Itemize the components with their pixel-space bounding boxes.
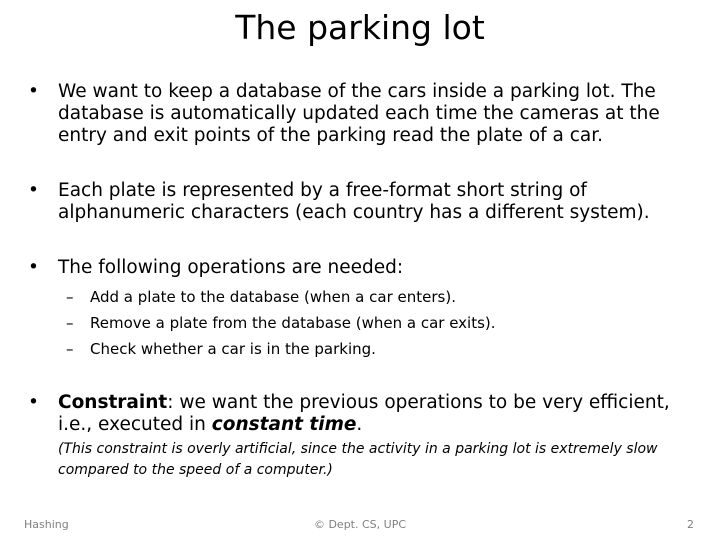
subitem-text: Check whether a car is in the parking. xyxy=(90,340,376,358)
subitem-add-plate xyxy=(66,288,456,306)
footer-copyright: © Dept. CS, UPC xyxy=(313,518,407,531)
subitem-marker: – xyxy=(66,288,74,306)
subitem-text: Remove a plate from the database (when a car exits). xyxy=(90,314,496,332)
page-number: 2 xyxy=(687,518,694,531)
constraint-label: Constraint xyxy=(58,392,168,413)
constraint-period: . xyxy=(356,414,363,435)
bullet-operations xyxy=(28,257,700,279)
bullet-marker: • xyxy=(28,81,39,102)
subitem-text: Add a plate to the database (when a car enters). xyxy=(90,288,456,306)
constraint-text: : we want the previous operations to be very efficient, i.e., executed in xyxy=(58,392,670,435)
bullet-constraint xyxy=(28,392,700,436)
subitem-marker: – xyxy=(66,340,74,358)
subitem-check-car xyxy=(66,340,376,358)
bullet-plate-format xyxy=(28,180,700,224)
bullet-database xyxy=(28,81,700,147)
constant-time-emphasis: constant time xyxy=(211,414,357,435)
bullet-text: We want to keep a database of the cars inside a parking lot. The database is automatically updated each time the cameras at the entry and exit points of the parking read the plate of a car. xyxy=(58,81,660,146)
bullet-marker: • xyxy=(28,257,39,278)
subitem-marker: – xyxy=(66,314,74,332)
footer-topic: Hashing xyxy=(24,518,69,531)
slide-title: The parking lot xyxy=(235,8,485,47)
bullet-text: The following operations are needed: xyxy=(58,257,404,278)
bullet-text xyxy=(58,392,700,436)
bullet-marker: • xyxy=(28,392,39,413)
constraint-note: (This constraint is overly artificial, since the activity in a parking lot is extremely slow compared to the speed of a computer.) xyxy=(58,441,658,478)
bullet-text: Each plate is represented by a free-format short string of alphanumeric characters (each country has a different system). xyxy=(58,180,650,223)
subitem-remove-plate xyxy=(66,314,496,332)
bullet-marker: • xyxy=(28,180,39,201)
